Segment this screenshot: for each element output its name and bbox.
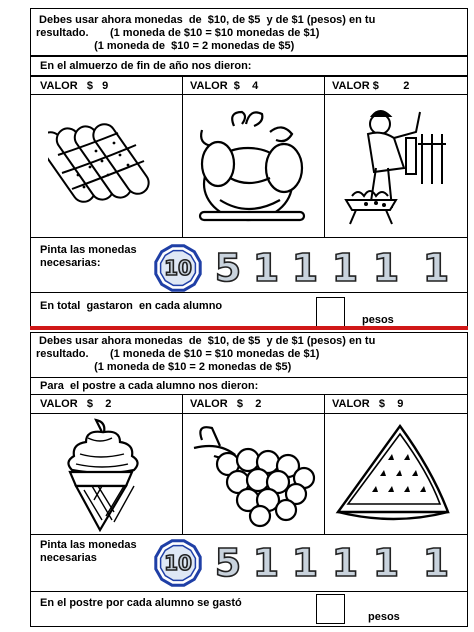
top-instruction-line-3: (1 moneda de $10 = 2 monedas de $5) [36,40,295,52]
top-coin-one-5[interactable] [359,241,413,295]
divider-line [30,326,468,330]
bottom-unit-label: pesos [368,611,400,623]
top-coin-label-4: 1 [331,246,359,290]
bottom-total-label: En el postre por cada alumno se gastó [40,597,242,609]
bottom-coin-one-6[interactable] [409,536,463,590]
top-instruction-line-1: Debes usar ahora monedas de $10, de $5 y de $1 (pesos) en tu [36,14,376,26]
grapes-icon [192,420,320,528]
top-answer-box[interactable] [316,297,345,327]
bottom-answer-box[interactable] [316,594,345,624]
top-paint-label-2: necesarias: [40,257,101,269]
top-value-3: VALOR $ 2 [332,80,410,92]
bottom-coin-label-4: 1 [331,541,359,585]
top-coin-label-6: 1 [422,246,450,290]
top-coin-label-3: 1 [291,246,319,290]
bottom-coin-ten-0[interactable] [153,538,203,588]
bottom-coin-label-1: 5 [214,541,242,585]
bottom-paint-label-2: necesarias [40,552,97,564]
top-unit-label: pesos [362,314,394,326]
bottom-coin-label-2: 1 [252,541,280,585]
top-coin-label-1: 5 [214,246,242,290]
top-coin-label-0: 10 [164,256,192,280]
grill-cook-icon [336,104,460,228]
bottom-value-3: VALOR $ 9 [332,398,404,410]
bottom-coin-label-0: 10 [164,551,192,575]
bottom-coin-label-5: 1 [372,541,400,585]
bottom-heading: Para el postre a cada alumno nos dieron: [40,380,259,392]
top-coin-label-5: 1 [372,246,400,290]
bottom-instruction-line-3: (1 moneda de $10 = 2 monedas de $5) [36,361,292,373]
top-value-1: VALOR $ 9 [40,80,109,92]
ice-cream-cone-icon [62,416,142,532]
top-coin-one-6[interactable] [409,241,463,295]
top-total-label: En total gastaron en cada alumno [40,300,223,312]
top-value-2: VALOR $ 4 [190,80,259,92]
sausages-icon [48,115,158,215]
bottom-paint-label-1: Pinta las monedas [40,539,137,551]
top-coin-label-2: 1 [252,246,280,290]
top-heading: En el almuerzo de fin de año nos dieron: [40,60,252,72]
roast-chicken-icon [190,104,318,228]
watermelon-slice-icon [332,420,460,524]
top-coin-ten-0[interactable] [153,243,203,293]
bottom-value-1: VALOR $ 2 [40,398,112,410]
top-instruction-line-2: resultado. (1 moneda de $10 = $10 monedas de $1) [36,27,320,39]
bottom-coin-label-6: 1 [422,541,450,585]
bottom-value-2: VALOR $ 2 [190,398,262,410]
top-paint-label-1: Pinta las monedas [40,244,137,256]
bottom-instruction-line-1: Debes usar ahora monedas de $10, de $5 y de $1 (pesos) en tu [36,335,376,347]
bottom-coin-one-5[interactable] [359,536,413,590]
bottom-coin-label-3: 1 [291,541,319,585]
bottom-instruction-line-2: resultado. (1 moneda de $10 = $10 monedas de $1) [36,348,320,360]
